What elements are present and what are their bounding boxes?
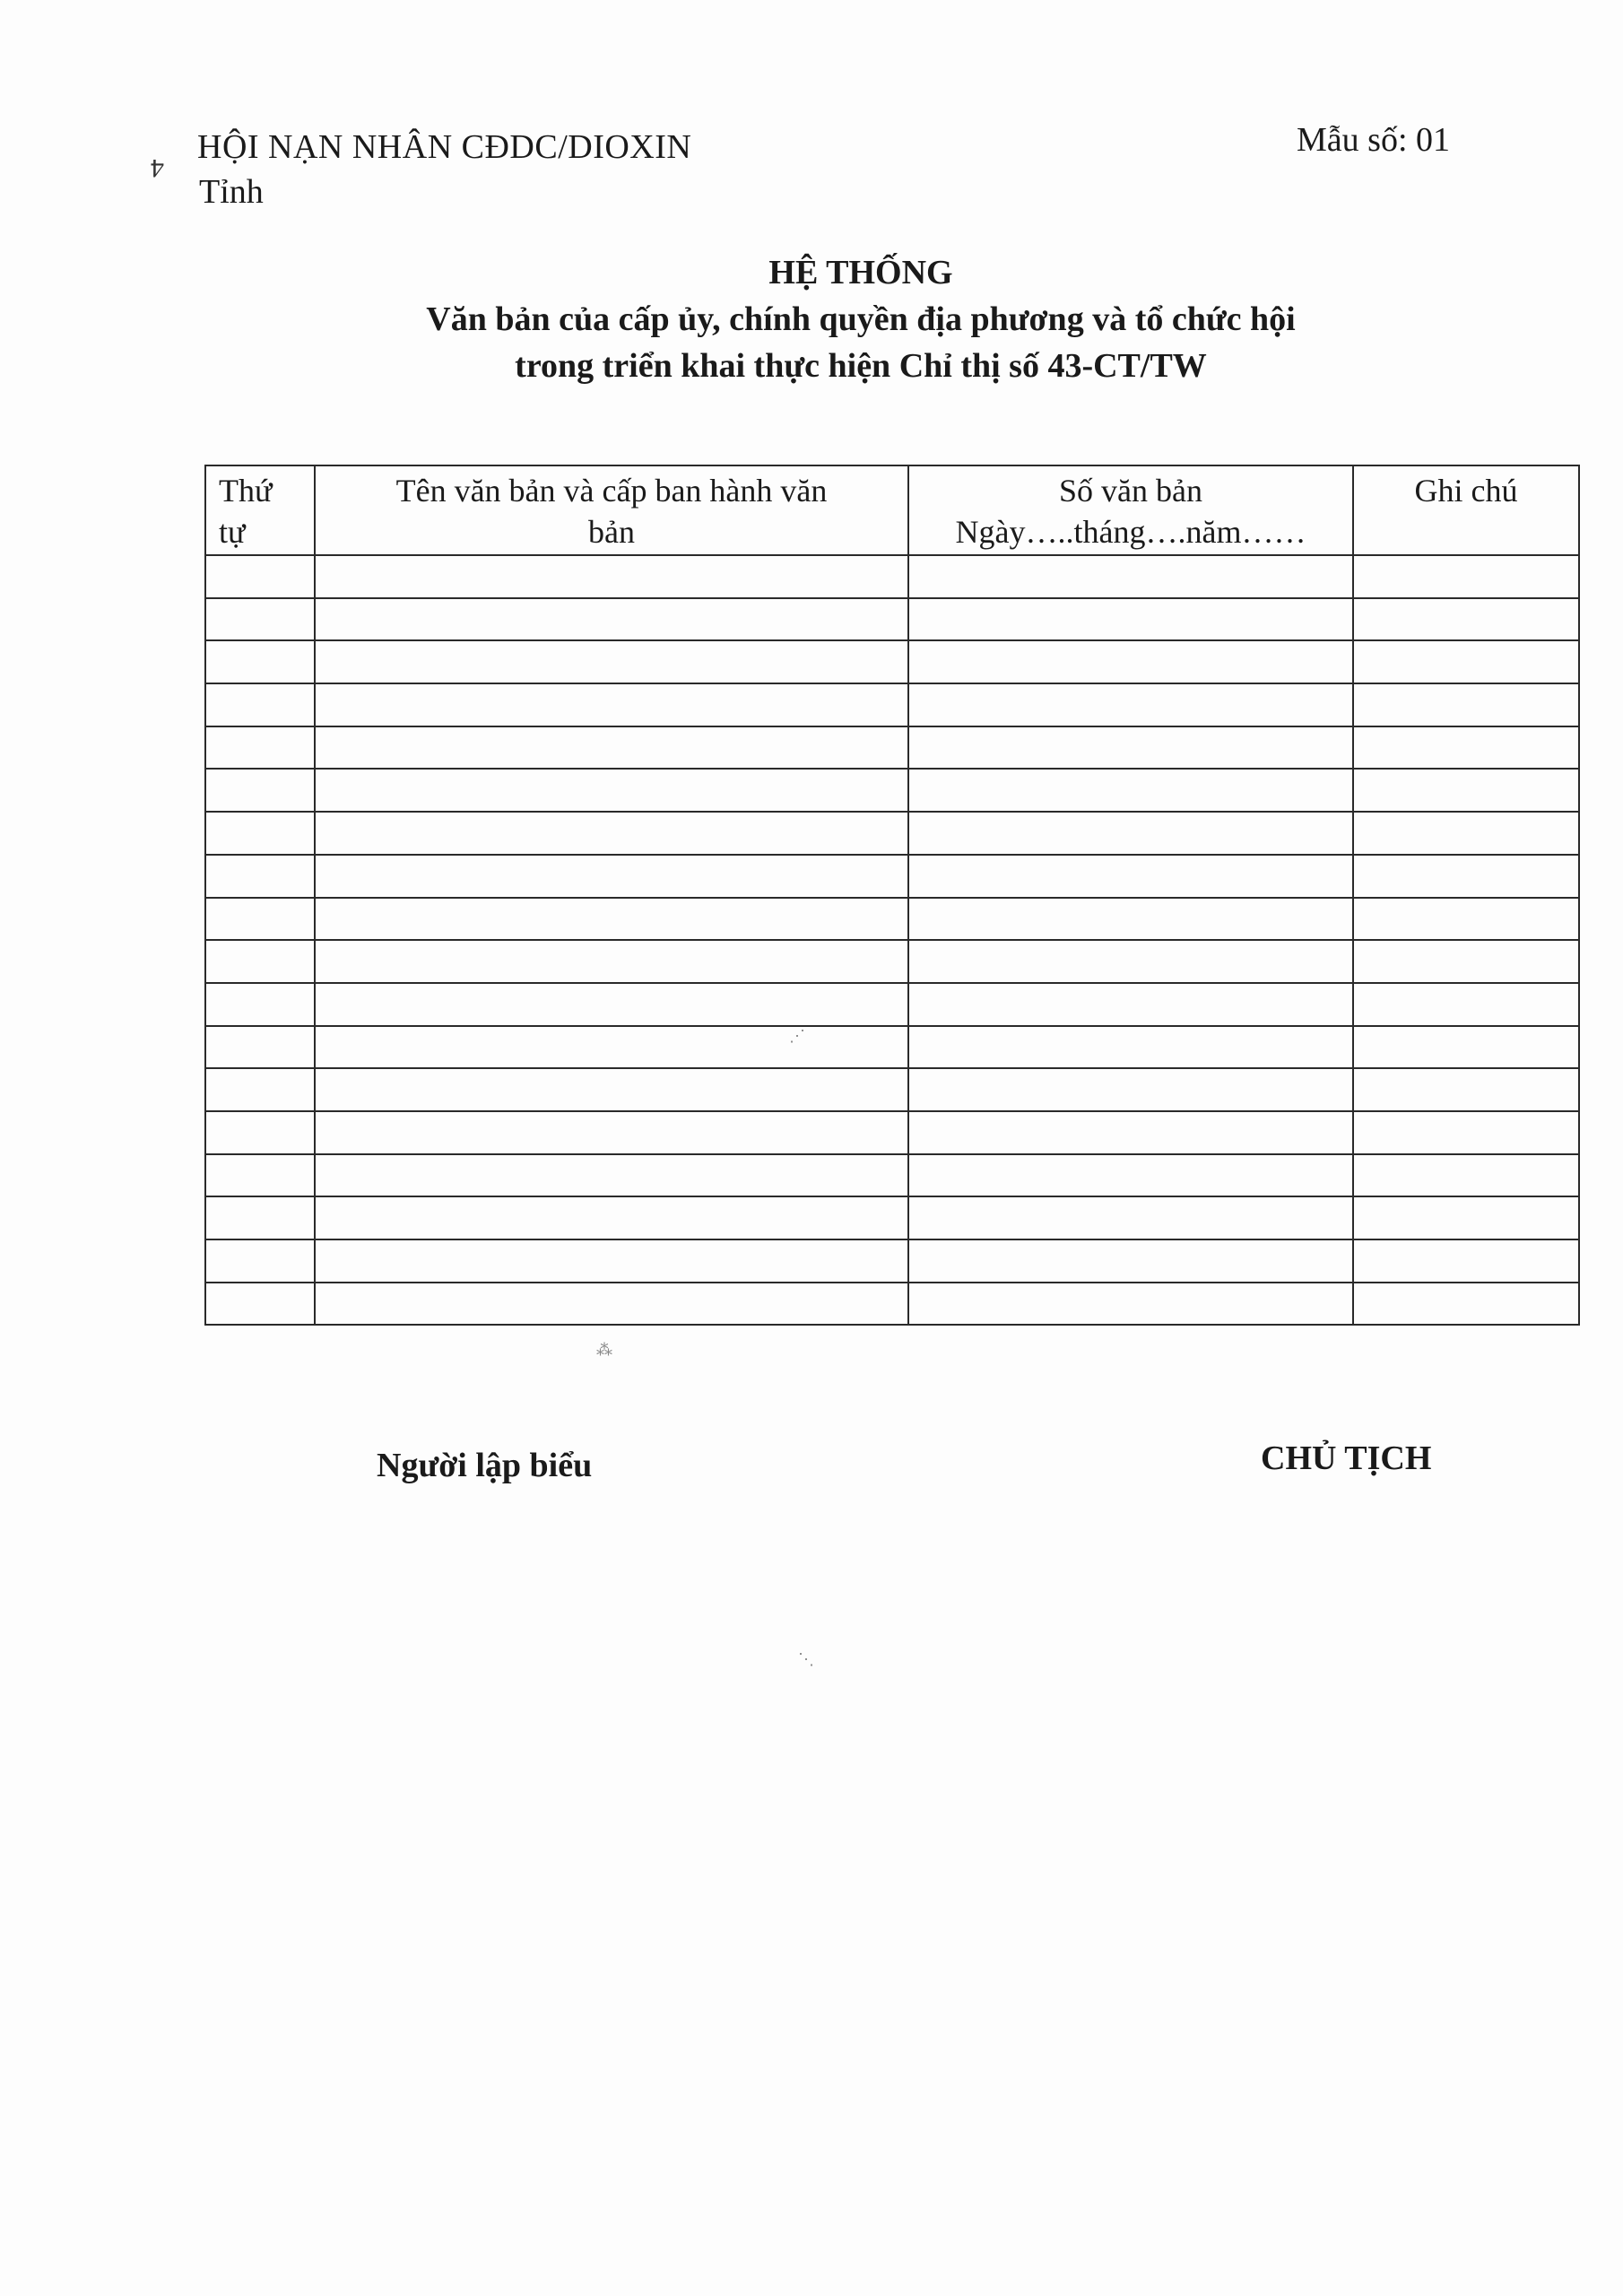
cell-document-name (315, 769, 908, 812)
cell-document-name (315, 726, 908, 770)
table-row (205, 1111, 1579, 1154)
cell-document-name (315, 855, 908, 898)
title-line-2: trong triển khai thực hiện Chỉ thị số 43-CT/TW (515, 347, 1207, 385)
cell-document-name (315, 1239, 908, 1283)
cell-ordinal (205, 769, 315, 812)
cell-document-number (908, 640, 1353, 683)
cell-ordinal (205, 640, 315, 683)
table-row (205, 855, 1579, 898)
cell-ordinal (205, 555, 315, 598)
table-row (205, 1283, 1579, 1326)
table-row (205, 1026, 1579, 1069)
cell-document-name (315, 555, 908, 598)
cell-ordinal (205, 683, 315, 726)
cell-document-number (908, 983, 1353, 1026)
header-ordinal-line-2: tự (219, 514, 246, 550)
cell-note (1353, 640, 1579, 683)
cell-note (1353, 1196, 1579, 1239)
cell-document-name (315, 1154, 908, 1197)
header-ordinal-line-1: Thứ (219, 473, 273, 509)
cell-note (1353, 1068, 1579, 1111)
cell-note (1353, 855, 1579, 898)
table-row (205, 1196, 1579, 1239)
cell-ordinal (205, 812, 315, 855)
cell-ordinal (205, 940, 315, 983)
cell-document-number (908, 940, 1353, 983)
cell-note (1353, 1283, 1579, 1326)
cell-document-number (908, 1239, 1353, 1283)
cell-ordinal (205, 1154, 315, 1197)
cell-document-name (315, 898, 908, 941)
cell-document-number (908, 1196, 1353, 1239)
header-document-number-line-1: Số văn bản (1059, 473, 1202, 509)
organization-province: Tỉnh (199, 173, 264, 211)
document-title (269, 249, 1453, 389)
cell-document-number (908, 1154, 1353, 1197)
cell-ordinal (205, 983, 315, 1026)
cell-document-name (315, 1196, 908, 1239)
cell-document-name (315, 812, 908, 855)
cell-ordinal (205, 898, 315, 941)
scan-speck: ⁂ (596, 1341, 612, 1359)
signer-prepared-by: Người lập biểu (377, 1447, 593, 1484)
table-row (205, 555, 1579, 598)
cell-ordinal (205, 1239, 315, 1283)
cell-document-name (315, 983, 908, 1026)
page-number-mark: 4 (151, 153, 164, 183)
table-row (205, 769, 1579, 812)
table-row (205, 983, 1579, 1026)
header-document-number (908, 465, 1353, 555)
cell-document-number (908, 1283, 1353, 1326)
table-row (205, 940, 1579, 983)
cell-note (1353, 983, 1579, 1026)
table-row (205, 598, 1579, 641)
cell-note (1353, 598, 1579, 641)
header-document-name-line-1: Tên văn bản và cấp ban hành văn (395, 473, 828, 509)
cell-document-number (908, 1111, 1353, 1154)
cell-ordinal (205, 726, 315, 770)
scan-speck: ⋰ (789, 1027, 805, 1045)
header-note (1353, 465, 1579, 555)
header-note-label: Ghi chú (1414, 473, 1518, 509)
cell-ordinal (205, 1068, 315, 1111)
table-row (205, 898, 1579, 941)
cell-document-number (908, 1068, 1353, 1111)
cell-document-name (315, 598, 908, 641)
cell-document-number (908, 598, 1353, 641)
cell-ordinal (205, 1283, 315, 1326)
table-row (205, 1068, 1579, 1111)
cell-document-name (315, 640, 908, 683)
cell-note (1353, 769, 1579, 812)
cell-document-number (908, 683, 1353, 726)
header-document-number-line-2: Ngày…..tháng….năm…… (955, 514, 1306, 550)
cell-document-name (315, 1068, 908, 1111)
table-row (205, 640, 1579, 683)
table-row (205, 812, 1579, 855)
cell-document-name (315, 1283, 908, 1326)
header-document-name-line-2: bản (588, 514, 635, 550)
cell-document-number (908, 1026, 1353, 1069)
header-ordinal (205, 465, 315, 555)
table-header-row (205, 465, 1579, 555)
cell-ordinal (205, 1026, 315, 1069)
document-list-table (204, 465, 1580, 1326)
table-row (205, 683, 1579, 726)
cell-document-name (315, 683, 908, 726)
header-document-name (315, 465, 908, 555)
cell-note (1353, 940, 1579, 983)
title-line-1: Văn bản của cấp ủy, chính quyền địa phương và tổ chức hội (426, 300, 1296, 338)
cell-note (1353, 555, 1579, 598)
cell-ordinal (205, 598, 315, 641)
table-row (205, 726, 1579, 770)
cell-ordinal (205, 1111, 315, 1154)
scan-speck: ⋱ (798, 1650, 814, 1668)
cell-document-name (315, 940, 908, 983)
cell-document-name (315, 1111, 908, 1154)
cell-note (1353, 726, 1579, 770)
cell-note (1353, 683, 1579, 726)
form-number: Mẫu số: 01 (1297, 121, 1450, 159)
cell-ordinal (205, 1196, 315, 1239)
cell-document-name (315, 1026, 908, 1069)
table-row (205, 1154, 1579, 1197)
cell-document-number (908, 769, 1353, 812)
cell-note (1353, 1239, 1579, 1283)
cell-ordinal (205, 855, 315, 898)
cell-note (1353, 1111, 1579, 1154)
cell-document-number (908, 898, 1353, 941)
cell-note (1353, 812, 1579, 855)
cell-note (1353, 898, 1579, 941)
cell-note (1353, 1026, 1579, 1069)
table-body (205, 555, 1579, 1325)
cell-document-number (908, 555, 1353, 598)
organization-name: HỘI NẠN NHÂN CĐDC/DIOXIN (197, 128, 692, 166)
cell-document-number (908, 726, 1353, 770)
cell-document-number (908, 855, 1353, 898)
signer-chairman: CHỦ TỊCH (1261, 1439, 1432, 1477)
title-main: HỆ THỐNG (768, 254, 953, 291)
cell-document-number (908, 812, 1353, 855)
cell-note (1353, 1154, 1579, 1197)
table-row (205, 1239, 1579, 1283)
